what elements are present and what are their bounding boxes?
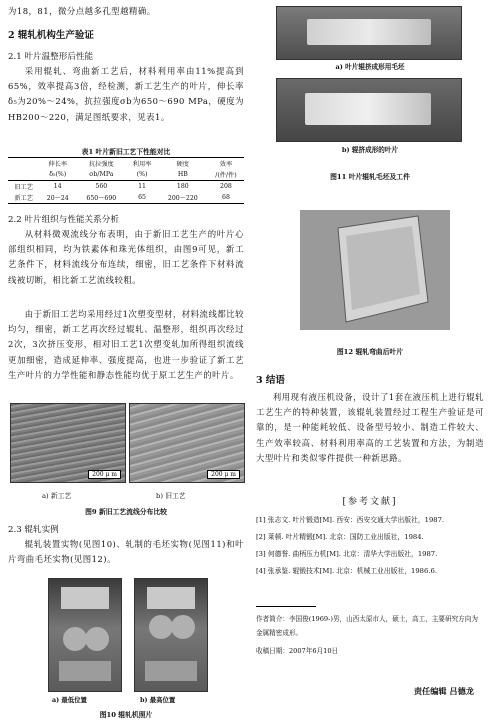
section-2-1-paragraph: 采用辊轧、弯曲新工艺后，材料利用率由11%提高到65%，效率提高3倍，经检测，新工艺生产的叶片，伸长率δ₅为20%～24%，抗拉强度σb为650～690 MPa，硬度为HB200～220，满足图纸要求，见表1。 [8, 66, 244, 122]
table-cell: 14 [39, 181, 76, 193]
figure-11-caption: 图11 叶片辊轧毛坯及工件 [330, 173, 410, 181]
blade-blank-photo [276, 6, 462, 60]
table-cell: 新工艺 [8, 192, 39, 204]
table-cell: 11 [126, 181, 157, 193]
section-3-heading: 3 结语 [256, 375, 285, 386]
table-header-cell: HB [177, 171, 188, 178]
section-2-2-paragraph-1: 从材料微观流线分布表明，由于新旧工艺生产的叶片心部组织相同，均为铁素体和珠光体组织，由图9可见，新工艺条件下，材料流线分布连续，细密，旧工艺条件下材料流线被切断，相比新工艺流线较粗。 [8, 229, 244, 285]
reference-item: [2] 莱顿. 叶片精锻[M]. 北京：国防工业出版社，1984. [256, 533, 424, 541]
scale-bar-label: 200 μ m [88, 470, 121, 479]
table-header-cell: 硬度 [158, 158, 208, 170]
table-cell: 560 [76, 181, 126, 193]
table-cell: 65 [126, 192, 157, 204]
table-header-cell [8, 169, 39, 181]
micrograph-old-process [129, 403, 245, 483]
table-header-cell: 效率 [208, 158, 244, 170]
author-note: 作者简介：李国俊(1969-)男，山西太原市人，硕士，高工，主要研究方向为金属精密成形。 [256, 615, 478, 637]
figure-12-caption: 图12 辊轧弯曲后叶片 [336, 348, 404, 356]
section-2-2-heading: 2.2 叶片组织与性能关系分析 [8, 215, 119, 225]
table-cell: 200～220 [158, 192, 208, 204]
table-cell: 208 [208, 181, 244, 193]
table-row [8, 181, 244, 193]
conclusion-paragraph: 利用现有液压机设备，设计了1套在液压机上进行辊轧工艺生产的特种装置，该辊轧装置经过工程生产验证是可靠的，是一种能耗较低、设备型号较小、制造工件较大、生产效率较高、材料利用率高的工艺装置和方法，为制造大型叶片和类似零件提供一种新思路。 [256, 392, 484, 463]
table-header-cell [8, 158, 39, 170]
fig11-subcaption-a: a) 叶片辊挤成形用毛坯 [335, 63, 405, 71]
table-1 [8, 157, 244, 204]
table-cell: 650～690 [76, 192, 126, 204]
table-cell: 180 [158, 181, 208, 193]
table-header-cell: δ₅(%) [49, 171, 67, 178]
section-2-heading: 2 辊轧机构生产验证 [8, 30, 94, 41]
micrograph-new-process [10, 403, 126, 483]
table-header-cell: 利用率 [126, 158, 157, 170]
section-2-3-heading: 2.3 辊轧实例 [8, 525, 59, 535]
fig9-subcaption-a: a) 新工艺 [42, 492, 72, 500]
rolling-machine-lowest-photo [48, 578, 122, 692]
reference-item: [3] 何德誉. 曲柄压力机[M]. 北京：清华大学出版社，1987. [256, 550, 438, 558]
references-heading: [参考文献] [342, 497, 398, 507]
table-cell: 20～24 [39, 192, 76, 204]
table-row [8, 192, 244, 204]
footnote-divider [256, 606, 316, 607]
table-1-caption: 表1 叶片新旧工艺下性能对比 [81, 148, 171, 156]
figure-9-caption: 图9 新旧工艺流线分布比较 [85, 508, 167, 516]
section-2-2-paragraph-2: 由于新旧工艺均采用经过1次塑变型材，材料流线都比较均匀，细密，新工艺再次经过辊轧、温整形，组织再次经过2次，3次挤压变形，相对旧工艺1次塑变轧加所得组织流线更加细密，造成延伸率、强度提高，也进一步验证了新工艺生产叶片的力学性能和静态性能均优于原工艺生产的叶片。 [8, 309, 244, 380]
table-header-cell: /(件/件) [215, 172, 237, 179]
bent-blade-photo [300, 210, 450, 330]
fig11-subcaption-b: b) 辊挤成形的叶片 [341, 146, 399, 154]
table-header-cell: (%) [136, 171, 148, 178]
responsible-editor: 责任编辑 吕德龙 [413, 686, 474, 696]
table-header-cell: 抗拉强度 [76, 158, 126, 170]
continued-text: 为18，81，微分点越多孔型越精确。 [8, 6, 156, 16]
rolling-machine-highest-photo [134, 578, 208, 692]
section-2-1-heading: 2.1 叶片温整形后性能 [8, 52, 94, 62]
fig9-subcaption-b: b) 旧工艺 [156, 492, 186, 500]
table-header-cell: σb/MPa [89, 171, 114, 178]
table-header-cell: 伸长率 [39, 158, 76, 170]
table-cell: 68 [208, 192, 244, 204]
fig10-subcaption-b: b) 最高位置 [140, 696, 176, 704]
fig10-subcaption-a: a) 最低位置 [52, 696, 87, 704]
table-cell: 旧工艺 [8, 181, 39, 193]
references-list [256, 512, 484, 580]
received-date: 收稿日期：2007年6月10日 [256, 647, 339, 655]
figure-10-caption: 图10 辊轧机照片 [99, 711, 153, 719]
reference-item: [4] 张承鉴. 辊锻技术[M]. 北京：机械工业出版社，1986.6. [256, 567, 437, 575]
scale-bar-label: 200 μ m [207, 470, 240, 479]
reference-item: [1] 张志文. 叶片锻造[M]. 西安：西安交通大学出版社，1987. [256, 516, 445, 524]
rolled-blade-photo [276, 78, 462, 142]
section-2-3-paragraph: 辊轧装置实物(见图10)、轧制的毛坯实物(见图11)和叶片弯曲毛坯实物(见图12)。 [8, 539, 244, 565]
